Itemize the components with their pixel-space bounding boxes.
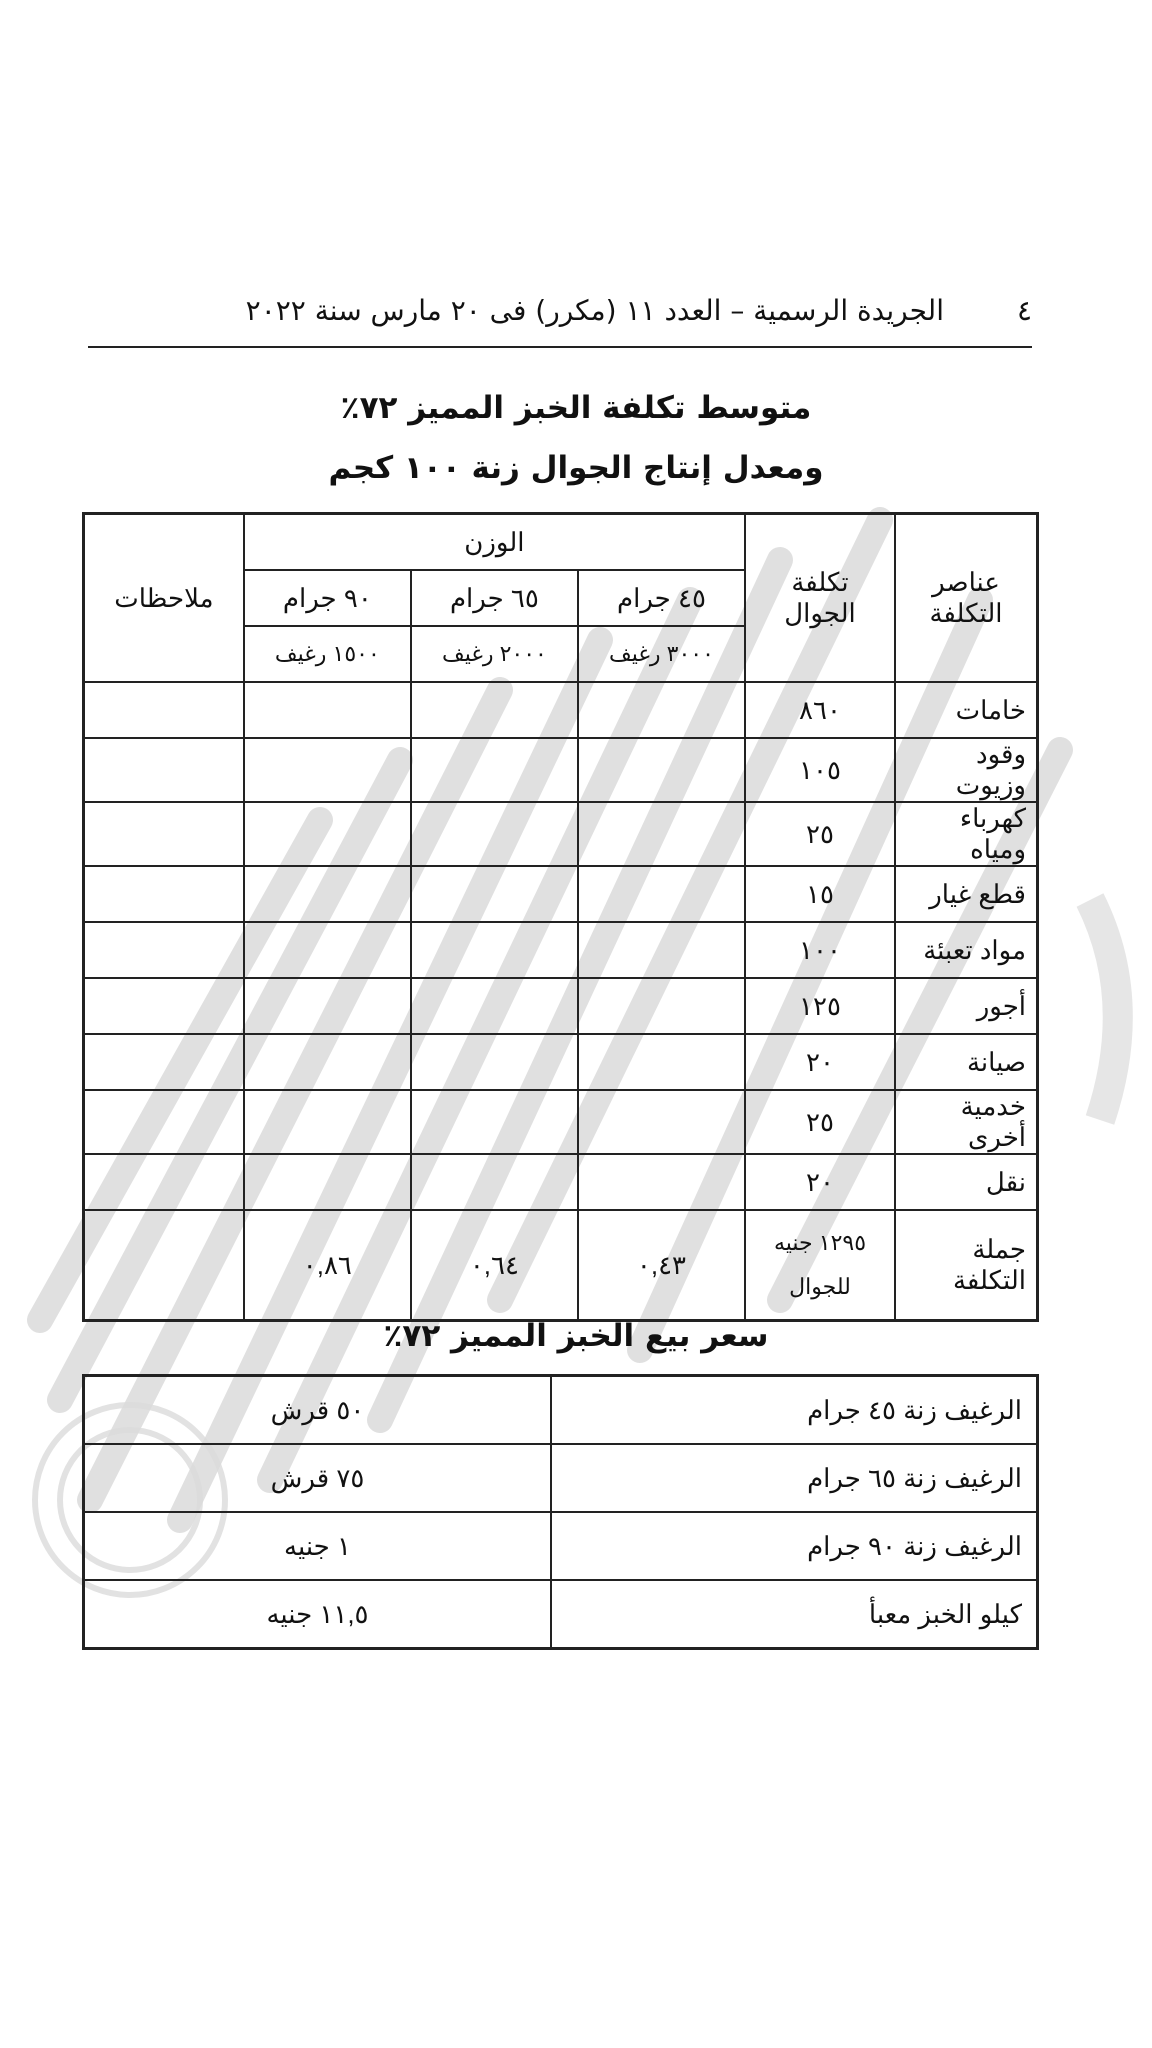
page-number: ٤ (1016, 294, 1032, 327)
price-label: الرغيف زنة ٩٠ جرام (551, 1512, 1038, 1580)
price-label: كيلو الخبز معبأ (551, 1580, 1038, 1649)
price-value: ١١,٥ جنيه (84, 1580, 552, 1649)
total-label: جملة التكلفة (895, 1210, 1038, 1321)
total-v45: ٠,٤٣ (578, 1210, 745, 1321)
header-cost: تكلفة الجوال (745, 514, 895, 683)
header-c90: ١٥٠٠ رغيف (244, 626, 411, 682)
table-row (84, 1090, 1038, 1154)
page-header (88, 286, 1032, 348)
table-row (84, 682, 1038, 738)
row-cost: ٢٥ (745, 1090, 895, 1154)
price-label: الرغيف زنة ٦٥ جرام (551, 1444, 1038, 1512)
table-row (84, 1154, 1038, 1210)
row-item: خدمية أخرى (895, 1090, 1038, 1154)
price-value: ١ جنيه (84, 1512, 552, 1580)
row-item: وقود وزيوت (895, 738, 1038, 802)
row-cost: ١٥ (745, 866, 895, 922)
row-item: كهرباء ومياه (895, 802, 1038, 866)
header-w65: ٦٥ جرام (411, 570, 578, 626)
total-v90: ٠,٨٦ (244, 1210, 411, 1321)
row-item: صيانة (895, 1034, 1038, 1090)
row-cost: ١٠٠ (745, 922, 895, 978)
table-row (84, 738, 1038, 802)
header-weight: الوزن (244, 514, 745, 571)
row-cost: ٢٠ (745, 1154, 895, 1210)
total-cost-line2: للجوال (789, 1274, 851, 1299)
header-w45: ٤٥ جرام (578, 570, 745, 626)
bread-price-table (82, 1374, 1039, 1650)
row-item: مواد تعبئة (895, 922, 1038, 978)
row-cost: ١٢٥ (745, 978, 895, 1034)
header-c65: ٢٠٠٠ رغيف (411, 626, 578, 682)
table-row (84, 1512, 1038, 1580)
price-value: ٧٥ قرش (84, 1444, 552, 1512)
total-v65: ٠,٦٤ (411, 1210, 578, 1321)
header-c45: ٣٠٠٠ رغيف (578, 626, 745, 682)
row-item: نقل (895, 1154, 1038, 1210)
table-row (84, 1580, 1038, 1649)
table-row (84, 922, 1038, 978)
table-row (84, 866, 1038, 922)
row-item: أجور (895, 978, 1038, 1034)
total-cost-line1: ١٢٩٥ جنيه (773, 1230, 867, 1255)
header-notes: ملاحظات (84, 514, 244, 683)
total-row (84, 1210, 1038, 1321)
row-cost: ٢٠ (745, 1034, 895, 1090)
table2-title: سعر بيع الخبز المميز ٧٢٪ (383, 1318, 769, 1354)
table-row (84, 802, 1038, 866)
row-item: خامات (895, 682, 1038, 738)
header-w90: ٩٠ جرام (244, 570, 411, 626)
table1-title-line1: متوسط تكلفة الخبز المميز ٧٢٪ (340, 390, 812, 426)
header-item: عناصر التكلفة (895, 514, 1038, 683)
table-row (84, 1376, 1038, 1445)
price-value: ٥٠ قرش (84, 1376, 552, 1445)
row-item: قطع غيار (895, 866, 1038, 922)
row-cost: ١٠٥ (745, 738, 895, 802)
total-cost (745, 1210, 895, 1321)
bread-cost-table (82, 512, 1039, 1322)
row-cost: ٨٦٠ (745, 682, 895, 738)
row-cost: ٢٥ (745, 802, 895, 866)
table-row (84, 1034, 1038, 1090)
table1-title-line2: ومعدل إنتاج الجوال زنة ١٠٠ كجم (328, 450, 824, 486)
gazette-title: الجريدة الرسمية – العدد ١١ (مكرر) فى ٢٠ مارس سنة ٢٠٢٢ (245, 294, 944, 327)
table-row (84, 978, 1038, 1034)
price-label: الرغيف زنة ٤٥ جرام (551, 1376, 1038, 1445)
table-row (84, 1444, 1038, 1512)
